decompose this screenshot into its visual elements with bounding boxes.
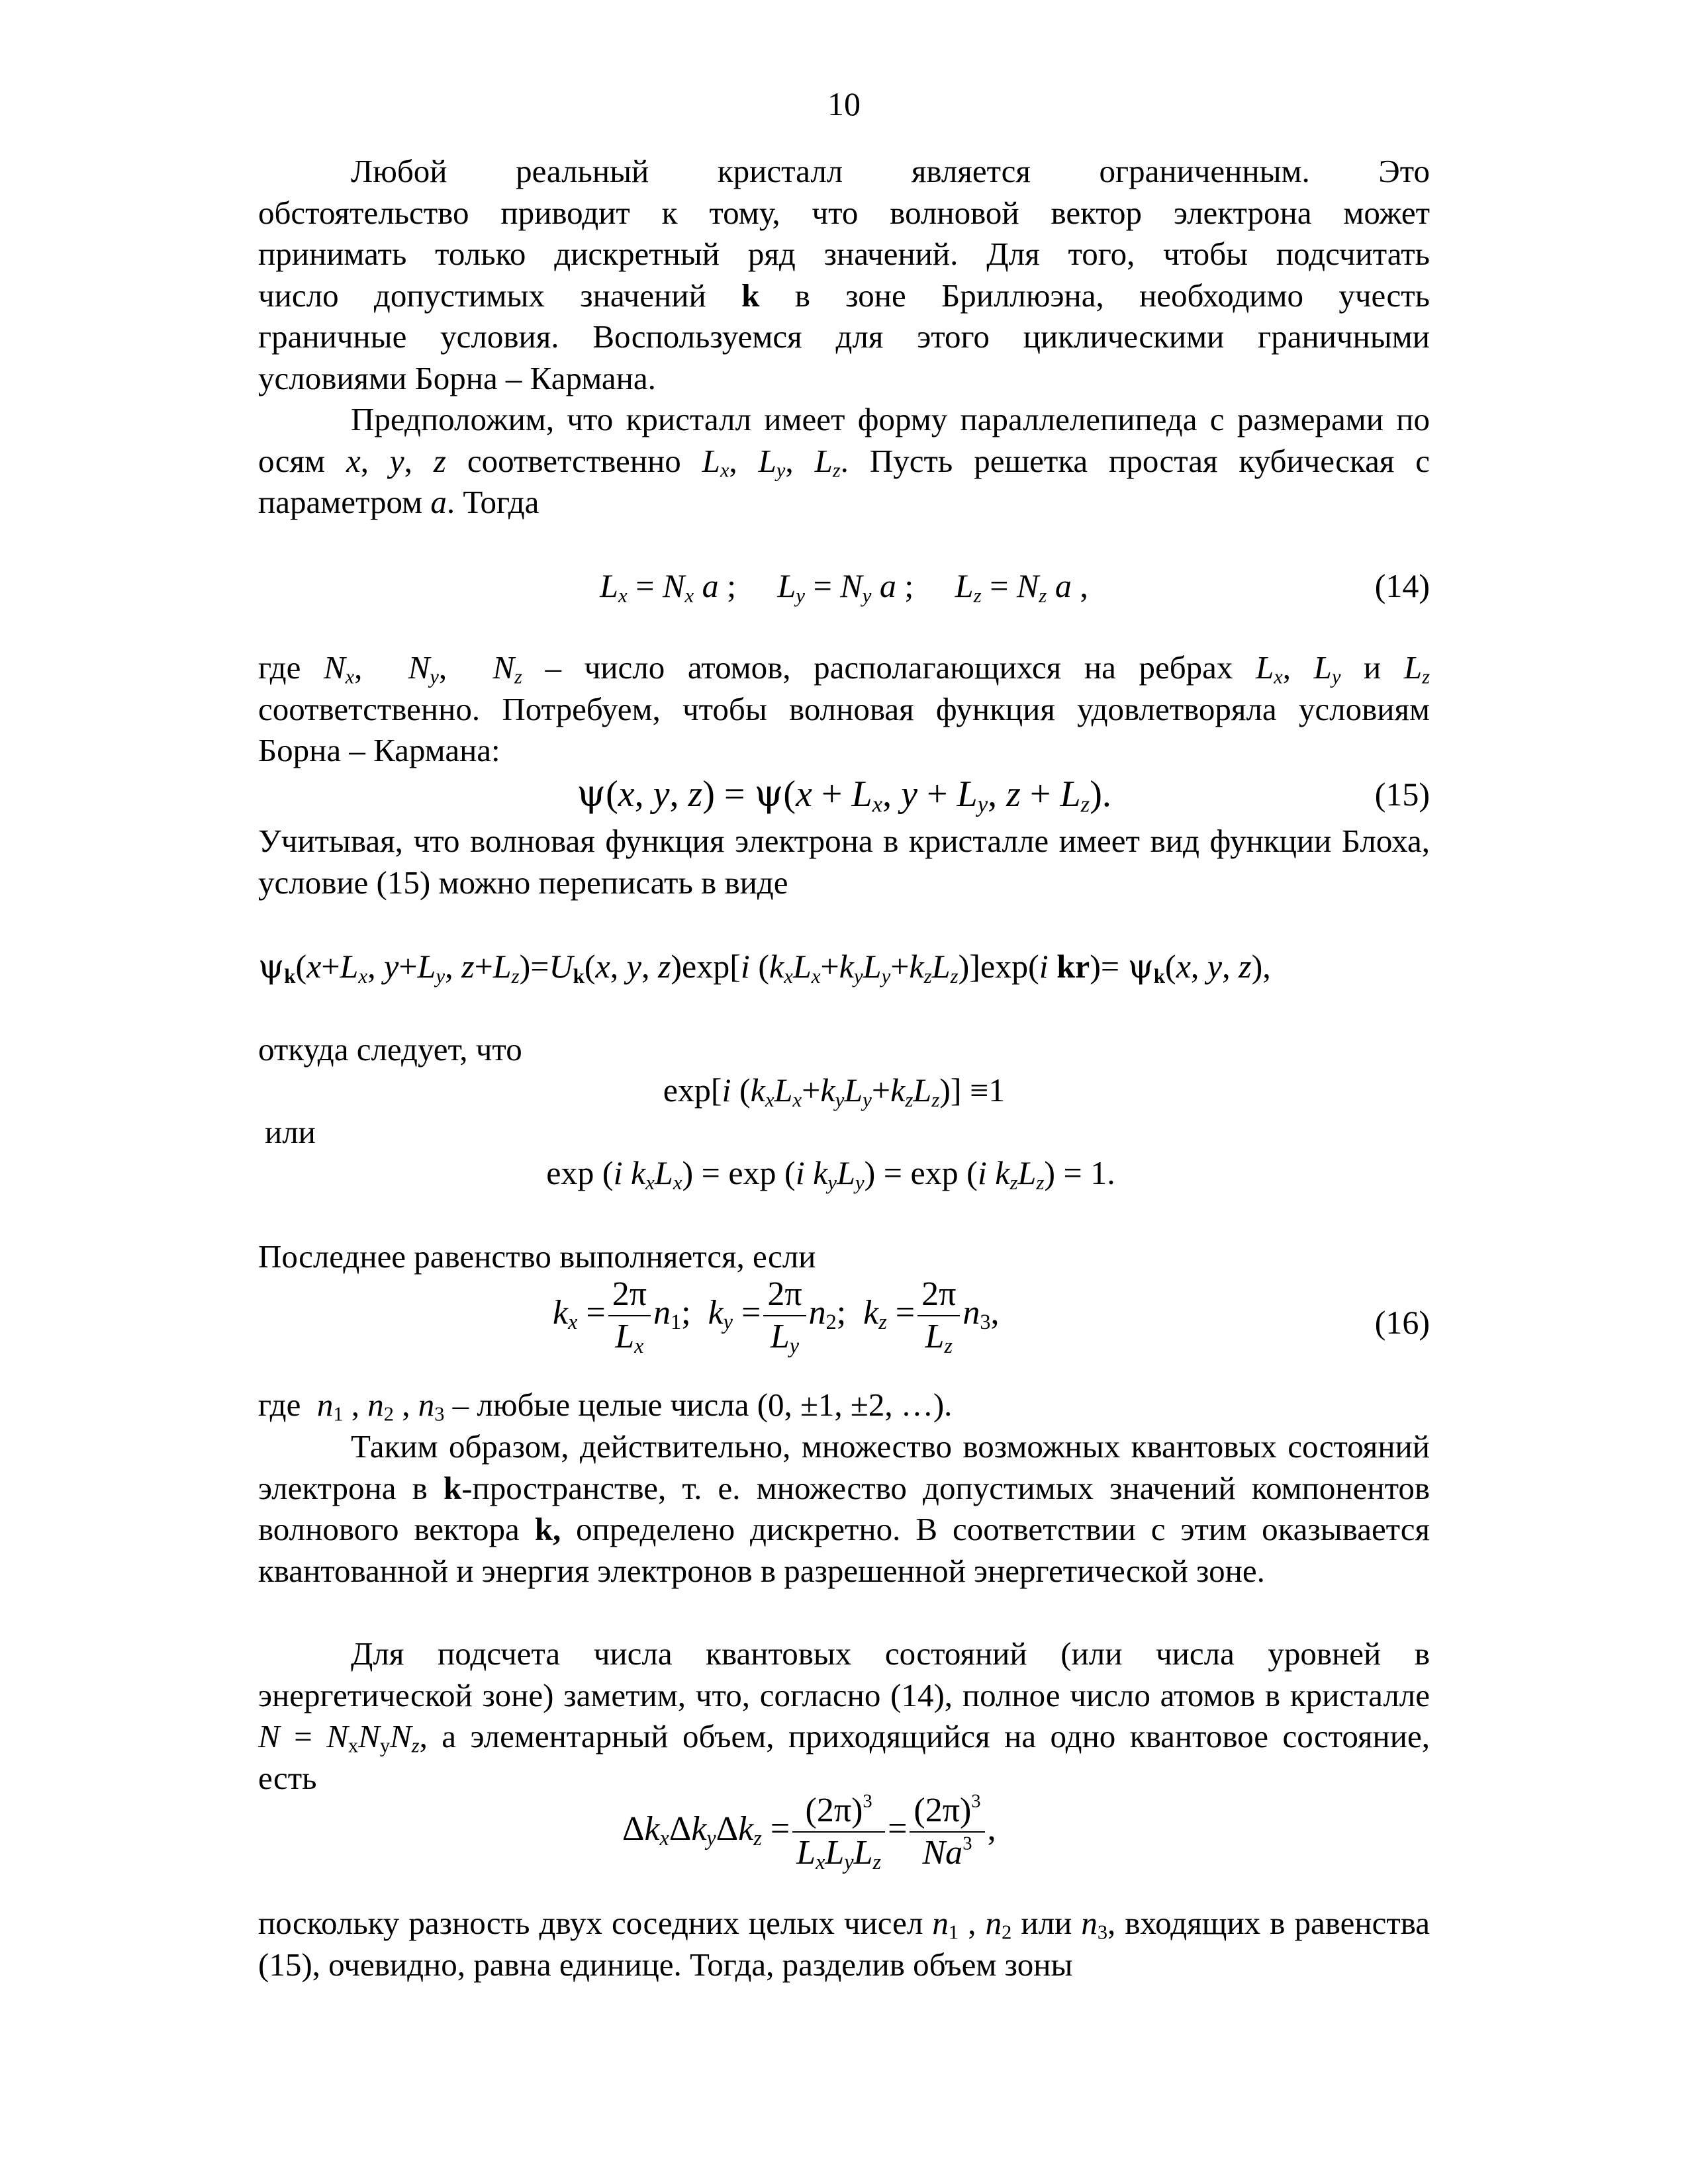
equation-exp-2-body: exp (i $k_xL_x) = \exp (i$ $k_yL_y) = \exp (i$ $k_zL_z) = 1$. bbox=[546, 1154, 1115, 1194]
p1-line-2: обстоятельство приводит к тому, что волновой вектор электрона может bbox=[258, 194, 1430, 231]
page-number: 10 bbox=[827, 85, 861, 122]
paragraph-5: откуда следует, что bbox=[258, 1031, 522, 1068]
equation-14-body: $L_x = N_x$ a ; $L_y = N_y$ a ; $L_z = N_z$ a , bbox=[600, 567, 1088, 607]
equation-15-number: (15) bbox=[1374, 776, 1430, 813]
equation-16 bbox=[258, 1274, 1430, 1373]
paragraph-2: Предположим, что кристалл имеет форму параллелепипеда с размерами по осям x, y, z соответственно $L_x$, $L_y$, $L_z$. Пусть решетка простая кубическая с параметром a. Тогда bbox=[258, 401, 1430, 520]
paragraph-4: Учитывая, что волновая функция электрона в кристалле имеет вид функции Блоха, условие (15) можно переписать в виде bbox=[258, 823, 1430, 901]
equation-exp-2 bbox=[258, 1150, 1430, 1196]
paragraph-10: Для подсчета числа квантовых состояний (или числа уровней в энергетической зоне) заметим, что, согласно (14), полное число атомов в кристалле $N = N_xN_yN_z$, а элементарный объем, приходящийся на одно квантовое состояние, есть bbox=[258, 1635, 1430, 1796]
equation-bloch-body: $\psi_k(x+L_x$, $y+L_y$, $z+L_z)=U_k(x$, y, z)exp[i $(k_xL_x+k_yL_y+k_zL_z)]\exp(i$ $kr)= \psi_k(x$, y, z), bbox=[258, 947, 1271, 987]
paragraph-3: где $N_x$, $N_y$, $N_z$ – число атомов, располагающихся на ребрах $L_x$, $L_y$ и $L_z$ соответственно. Потребуем, чтобы волновая функция удовлетворяла условиям Борна – Кармана: bbox=[258, 649, 1430, 768]
equation-volume-element bbox=[258, 1790, 1430, 1889]
paragraph-8: где $n_1$ , $n_2$ , $n_3$ – любые целые числа (0, ±1, ±2, …). bbox=[258, 1387, 953, 1426]
paragraph-9: Таким образом, действительно, множество возможных квантовых состояний электрона в k-пространстве, т. е. множество допустимых значений компонентов волнового вектора k, определено дискретно. В соответствии с этим оказывается квантованной и энергия электронов в разрешенной энергетической зоне. bbox=[258, 1428, 1430, 1589]
equation-volume-element-body: $\Delta k_x\Delta k_y\Delta k_z$ = $\frac{(2\pi)^3}{L_xL_yL_z}$ = $\frac{(2\pi)^3}{Na^3}$ , bbox=[622, 1791, 996, 1874]
paragraph-7: Последнее равенство выполняется, если bbox=[258, 1238, 816, 1275]
equation-16-number: (16) bbox=[1374, 1304, 1430, 1341]
paragraph-1 bbox=[258, 151, 1430, 399]
p1-line-4: число допустимых значений k в зоне Бриллюэна, необходимо учесть bbox=[258, 277, 1430, 314]
paragraph-11: поскольку разность двух соседних целых чисел $n_1$ , $n_2$ или $n_3$, входящих в равенства (15), очевидно, равна единице. Тогда, разделив объем зоны bbox=[258, 1905, 1430, 1983]
equation-14-number: (14) bbox=[1374, 567, 1430, 604]
equation-exp-1-body: exp[i $(k_xL_x+k_yL_y+k_zL_z)] \equiv 1$ bbox=[663, 1071, 1006, 1111]
equation-14 bbox=[258, 563, 1430, 609]
equation-15-body: ψ(x, y, $z) = \psi(x + L_x$, $y + L_y$, $z + L_z$). bbox=[577, 772, 1111, 817]
equation-15 bbox=[258, 771, 1430, 817]
p1-line-5: граничные условия. Воспользуемся для этого циклическими граничными bbox=[258, 318, 1430, 355]
p1-line-6: условиями Борна – Кармана. bbox=[258, 359, 656, 396]
p1-line-1: Любой реальный кристалл является ограниченным. Это bbox=[351, 153, 1430, 189]
paragraph-6: или bbox=[265, 1114, 316, 1150]
equation-bloch bbox=[258, 943, 1430, 989]
equation-exp-1 bbox=[258, 1067, 1430, 1113]
p1-line-3: принимать только дискретный ряд значений. Для того, чтобы подсчитать bbox=[258, 236, 1430, 272]
equation-16-body: $k_x$ = $\frac{2\pi}{L_x}$ $n_1$; $k_y$ = $\frac{2\pi}{L_y}$ $n_2$; $k_z$ = $\frac{2\pi}{L_z}$ $n_3$, bbox=[553, 1275, 1000, 1358]
